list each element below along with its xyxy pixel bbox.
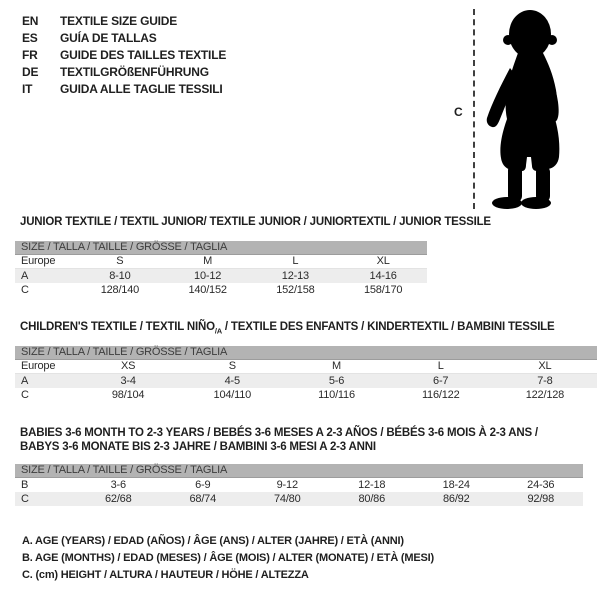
table-row-height [15, 388, 597, 402]
size-header-bar: SIZE / TALLA / TAILLE / GRÖSSE / TAGLIA [15, 464, 583, 478]
table-row-age [15, 374, 597, 388]
guide-title-fr: GUIDE DES TAILLES TEXTILE [60, 48, 227, 62]
row-label-cell: C [21, 284, 29, 296]
table-cell: XS [120, 360, 136, 372]
table-cell: 9-12 [276, 479, 298, 491]
row-label-cell: Europe [21, 255, 56, 267]
table-cell: 7-8 [537, 375, 553, 387]
table-cell: L [437, 360, 444, 372]
children-title-post: / TEXTILE DES ENFANTS / KINDERTEXTIL / BAMBINI TESSILE [221, 321, 555, 333]
guide-title-en: TEXTILE SIZE GUIDE [60, 14, 178, 28]
table-cell: 152/158 [276, 284, 315, 296]
children-size-table [15, 346, 597, 402]
row-label-cell: C [21, 389, 29, 401]
table-row-age [15, 269, 427, 283]
table-cell: 8-10 [109, 270, 131, 282]
footnote-height-cm: C. (cm) HEIGHT / ALTURA / HAUTEUR / HÖHE / ALTEZZA [22, 569, 309, 581]
table-cell: 3-6 [110, 479, 126, 491]
table-cell: 86/92 [442, 493, 470, 505]
table-cell: 24-36 [527, 479, 555, 491]
language-code: IT [22, 82, 33, 96]
table-cell: 3-4 [120, 375, 136, 387]
babies-size-table [15, 464, 583, 506]
table-cell: 98/104 [111, 389, 145, 401]
table-row-age-months [15, 478, 583, 492]
table-cell: 92/98 [527, 493, 555, 505]
table-cell: 74/80 [273, 493, 301, 505]
guide-title-it: GUIDA ALLE TAGLIE TESSILI [60, 82, 223, 96]
table-cell: 12-18 [358, 479, 386, 491]
table-cell: 122/128 [525, 389, 565, 401]
table-cell: 6-9 [195, 479, 211, 491]
babies-table-title-line2: BABYS 3-6 MONATE BIS 2-3 JAHRE / BAMBINI 3-6 MESI A 2-3 ANNI [20, 441, 376, 453]
height-dimension-label: C [454, 105, 463, 119]
junior-table-title: JUNIOR TEXTILE / TEXTIL JUNIOR/ TEXTILE JUNIOR / JUNIORTEXTIL / JUNIOR TESSILE [20, 216, 491, 228]
table-cell: 80/86 [358, 493, 386, 505]
size-header-bar: SIZE / TALLA / TAILLE / GRÖSSE / TAGLIA [15, 241, 427, 255]
language-code: ES [22, 31, 38, 45]
language-code: FR [22, 48, 38, 62]
table-cell: 4-5 [224, 375, 240, 387]
table-cell: 62/68 [104, 493, 132, 505]
table-cell: L [292, 255, 299, 267]
table-cell: S [116, 255, 124, 267]
baby-silhouette-icon [481, 8, 575, 209]
language-row-es [22, 30, 226, 47]
language-row-de [22, 64, 226, 81]
language-row-en [22, 13, 226, 30]
table-cell: 158/170 [363, 284, 403, 296]
language-code: EN [22, 14, 39, 28]
language-row-fr [22, 47, 226, 64]
table-cell: 68/74 [189, 493, 217, 505]
table-cell: 12-13 [281, 270, 309, 282]
row-label-cell: C [21, 493, 29, 505]
table-cell: M [203, 255, 213, 267]
table-cell: 116/122 [421, 389, 460, 401]
table-cell: M [332, 360, 341, 372]
footnote-age-years: A. AGE (YEARS) / EDAD (AÑOS) / ÂGE (ANS) / ALTER (JAHRE) / ETÀ (ANNI) [22, 535, 404, 547]
legend-footnotes [22, 533, 434, 584]
table-cell: 5-6 [328, 375, 345, 387]
table-cell: 110/116 [318, 389, 355, 401]
children-title-sub: /A [214, 326, 222, 336]
row-label-cell: A [21, 270, 29, 282]
children-table-title [20, 320, 554, 334]
table-cell: XL [538, 360, 552, 372]
table-row-sizes [15, 255, 427, 269]
children-title-pre: CHILDREN'S TEXTILE / TEXTIL NIÑO [20, 321, 215, 333]
table-row-sizes [15, 360, 597, 374]
table-cell: 10-12 [194, 270, 222, 282]
language-row-it [22, 81, 226, 98]
table-cell: XL [376, 255, 390, 267]
junior-size-table [15, 241, 427, 297]
language-code: DE [22, 65, 39, 79]
guide-title-es: GUÍA DE TALLAS [60, 31, 157, 45]
guide-title-de: TEXTILGRÖßENFÜHRUNG [60, 65, 209, 79]
footnote-age-months: B. AGE (MONTHS) / EDAD (MESES) / ÂGE (MOIS) / ALTER (MONATE) / ETÀ (MESI) [22, 552, 434, 564]
language-title-list [22, 13, 226, 98]
table-cell: S [228, 360, 236, 372]
table-cell: 18-24 [442, 479, 470, 491]
row-label-cell: Europe [21, 360, 56, 372]
table-cell: 6-7 [433, 375, 449, 387]
table-cell: 128/140 [100, 284, 140, 296]
table-row-height [15, 492, 583, 506]
baby-height-figure [450, 8, 580, 211]
table-cell: 104/110 [213, 389, 252, 401]
height-measure-dashed-line [473, 9, 475, 209]
babies-table-title-line1: BABIES 3-6 MONTH TO 2-3 YEARS / BEBÉS 3-6 MESES A 2-3 AÑOS / BÉBÉS 3-6 MOIS À 2-3 ANS / [20, 427, 538, 439]
table-row-height [15, 283, 427, 297]
row-label-cell: A [21, 375, 29, 387]
table-cell: 14-16 [369, 270, 397, 282]
size-header-bar: SIZE / TALLA / TAILLE / GRÖSSE / TAGLIA [15, 346, 597, 360]
table-cell: 140/152 [188, 284, 227, 296]
row-label-cell: B [21, 479, 29, 491]
